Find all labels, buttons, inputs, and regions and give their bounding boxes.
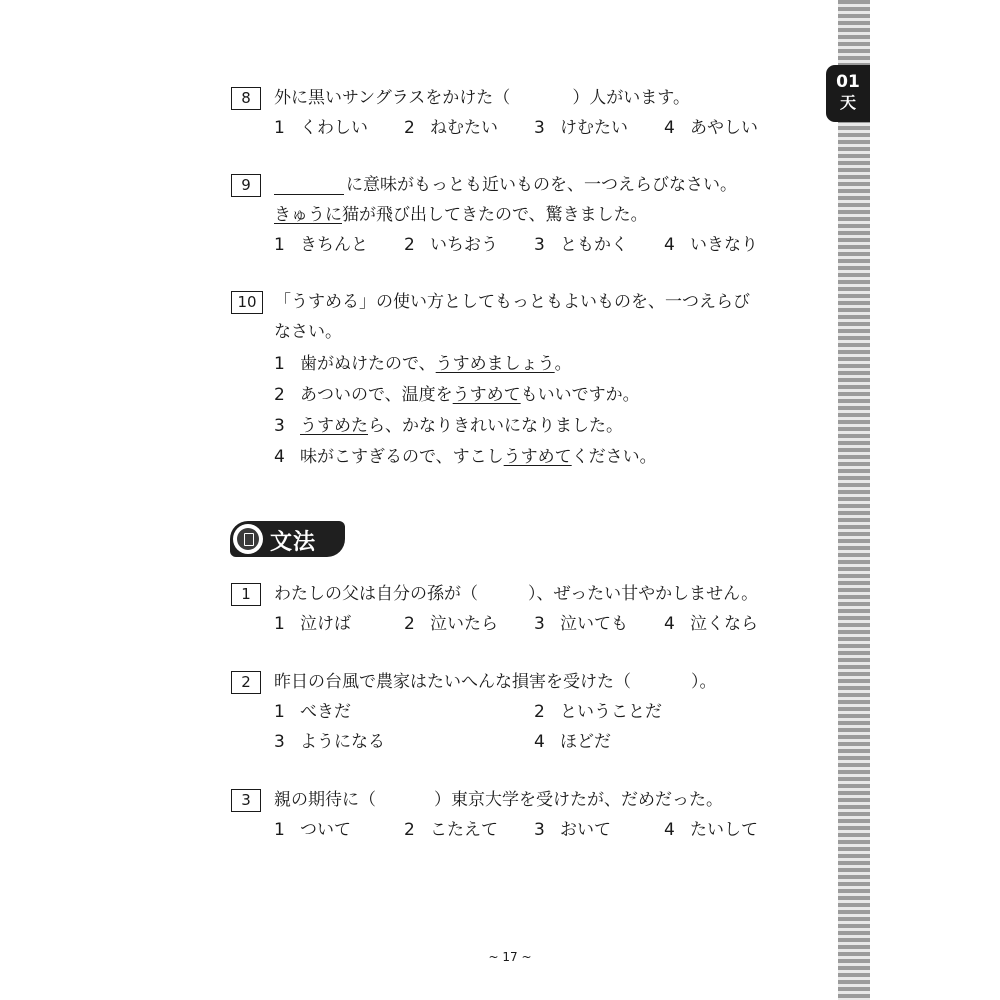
option-2: 2 泣いたら xyxy=(404,614,498,634)
option-2: 2 いちおう xyxy=(404,235,498,255)
option-2: 2 ということだ xyxy=(534,702,662,722)
book-icon xyxy=(233,524,263,554)
section-header-grammar xyxy=(230,521,345,557)
underline-blank xyxy=(274,177,344,195)
option-4: 4 あやしい xyxy=(664,118,758,138)
option-1: 1 くわしい xyxy=(274,118,368,138)
question-stem: 外に黒いサングラスをかけた（ ）人がいます。 xyxy=(274,88,690,108)
option-3: 3 ようになる xyxy=(274,732,385,752)
question-stem: 昨日の台風で農家はたいへんな損害を受けた（ ）。 xyxy=(274,672,717,692)
option-3: 3 けむたい xyxy=(534,118,628,138)
side-stripe-decoration xyxy=(838,0,870,1000)
chapter-tab xyxy=(826,65,870,122)
question-number: 10 xyxy=(231,291,263,314)
option-4: 4 味がこすぎるので、すこしうすめてください。 xyxy=(274,447,657,467)
option-4: 4 たいして xyxy=(664,820,758,840)
option-3: 3 ともかく xyxy=(534,235,628,255)
question-number: 2 xyxy=(231,671,261,694)
section-title: 文法 xyxy=(270,529,317,555)
chapter-tab-number: 01 xyxy=(836,72,860,92)
option-2: 2 こたえて xyxy=(404,820,498,840)
option-3: 3 泣いても xyxy=(534,614,628,634)
option-2: 2 あついので、温度をうすめてもいいですか。 xyxy=(274,385,640,405)
question-stem: 「うすめる」の使い方としてもっともよいものを、一つえらび xyxy=(274,292,750,312)
option-3: 3 おいて xyxy=(534,820,611,840)
question-number: 9 xyxy=(231,174,261,197)
question-sentence: きゅうに猫が飛び出してきたので、驚きました。 xyxy=(274,205,648,225)
question-number: 3 xyxy=(231,789,261,812)
question-stem: 親の期待に（ ）東京大学を受けたが、だめだった。 xyxy=(274,790,723,810)
option-4: 4 いきなり xyxy=(664,235,758,255)
question-number: 1 xyxy=(231,583,261,606)
option-4: 4 泣くなら xyxy=(664,614,758,634)
page-number: ~ 17 ~ xyxy=(488,950,532,964)
option-1: 1 きちんと xyxy=(274,235,368,255)
option-1: 1 べきだ xyxy=(274,702,351,722)
option-1: 1 歯がぬけたので、うすめましょう。 xyxy=(274,354,572,374)
option-2: 2 ねむたい xyxy=(404,118,498,138)
question-stem: わたしの父は自分の孫が（ ）、ぜったい甘やかしません。 xyxy=(274,584,759,604)
question-number: 8 xyxy=(231,87,261,110)
question-stem-continued: なさい。 xyxy=(274,322,342,342)
option-1: 1 泣けば xyxy=(274,614,351,634)
option-3: 3 うすめたら、かなりきれいになりました。 xyxy=(274,416,623,436)
option-4: 4 ほどだ xyxy=(534,732,611,752)
question-stem: に意味がもっとも近いものを、一つえらびなさい。 xyxy=(274,175,737,195)
chapter-tab-label: 天 xyxy=(839,93,856,112)
option-1: 1 ついて xyxy=(274,820,351,840)
